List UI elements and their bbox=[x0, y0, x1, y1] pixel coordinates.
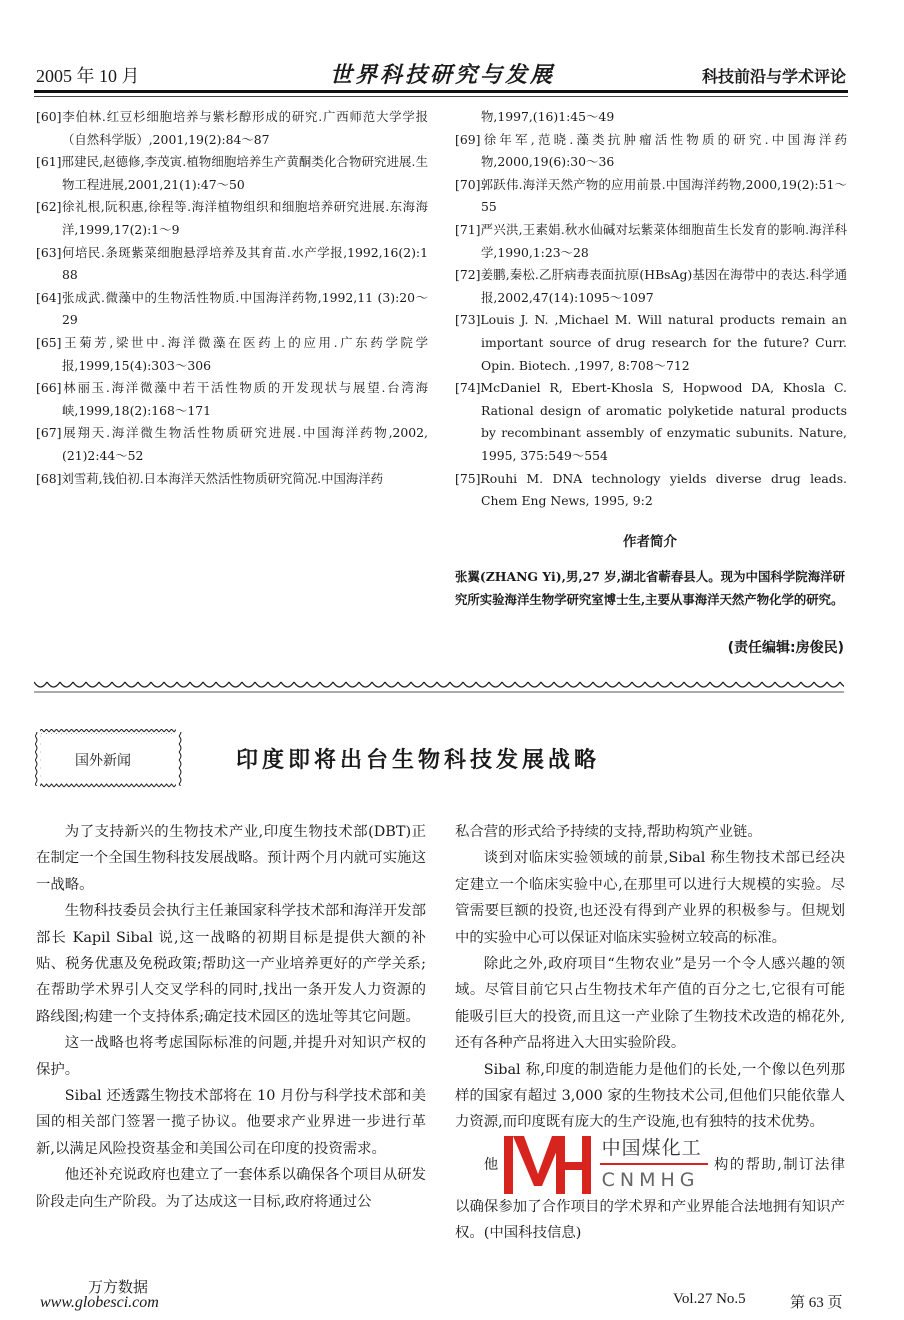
watermark-text-cn: 中国煤化工 bbox=[601, 1136, 702, 1159]
header-rule bbox=[34, 90, 848, 93]
footer-brand: 万方数据 bbox=[88, 1278, 149, 1296]
reference-item: [61]邢建民,赵德修,李茂寅.植物细胞培养生产黄酮类化合物研究进展.生物工程进展,2001,21(1):47～50 bbox=[36, 154, 428, 192]
reference-item: [72]姜鹏,秦松.乙肝病毒表面抗原(HBsAg)基因在海带中的表达.科学通报,2002,47(14):1095～1097 bbox=[455, 267, 847, 305]
responsible-editor: (责任编辑:房俊民) bbox=[727, 640, 844, 656]
article-paragraph: Sibal 称,印度的制造能力是他们的长处,一个像以色列那样的国家有超过 3,000 家的生物技术公司,但他们只能依靠人力资源,而印度既有庞大的生产设施,也有独特的技术优势。 bbox=[455, 1061, 845, 1131]
footer-volume: Vol.27 No.5 bbox=[673, 1291, 746, 1307]
author-intro-heading: 作者简介 bbox=[623, 534, 677, 550]
references-left bbox=[36, 106, 428, 490]
reference-continuation: 物,1997,(16)1:45～49 bbox=[481, 109, 615, 124]
reference-item: [65]王菊芳,梁世中.海洋微藻在医药上的应用.广东药学院学报,1999,15(4):303～306 bbox=[36, 334, 428, 373]
article-paragraph: 谈到对临床实验领域的前景,Sibal 称生物技术部已经决定建立一个临床实验中心,在那里可以进行大规模的实验。尽管需要巨额的投资,也还没有得到产业界的积极参与。但规划中的实验中心可以保证对临床实验树立较高的标准。 bbox=[455, 850, 845, 946]
article-left-column bbox=[36, 819, 426, 1215]
article-paragraph: 除此之外,政府项目“生物农业”是另一个令人感兴趣的领域。尽管目前它只占生物技术年产值的百分之七,它很有可能能吸引巨大的投资,而且这一产业除了生物技术改造的棉花外,还有各种产品将进入大田实验阶段。 bbox=[455, 956, 845, 1052]
article-title: 印度即将出台生物科技发展战略 bbox=[236, 748, 601, 773]
references-right bbox=[455, 106, 847, 513]
reference-item: [70]郭跃伟.海洋天然产物的应用前景.中国海洋药物,2000,19(2):51～55 bbox=[455, 176, 847, 215]
reference-item: [66]林丽玉.海洋微藻中若干活性物质的开发现状与展望.台湾海峡,1999,18(2):168～171 bbox=[36, 380, 428, 418]
watermark-underline bbox=[600, 1163, 708, 1165]
article-paragraph-continuation: 私合营的形式给予持续的支持,帮助构筑产业链。 bbox=[455, 824, 762, 840]
reference-item: [63]何培民.条斑紫菜细胞悬浮培养及其育苗.水产学报,1992,16(2):1 88 bbox=[36, 244, 428, 283]
reference-item: [74]McDaniel R, Ebert-Khosla S, Hopwood DA, Khosla C. Rational design of aromatic polyketide natural products by recombinant assembly of enzymatic subunits. Nature, 1995, 375:549～554 bbox=[455, 380, 847, 463]
reference-item: [68]刘雪莉,钱伯初.日本海洋天然活性物质研究简况.中国海洋药 bbox=[36, 470, 384, 486]
article-paragraph: 他还补充说政府也建立了一套体系以确保各个项目从研发阶段走向生产阶段。为了达成这一目标,政府将通过公 bbox=[36, 1167, 426, 1210]
watermark bbox=[504, 1136, 709, 1194]
article-paragraph: 生物科技委员会执行主任兼国家科学技术部和海洋开发部部长 Kapil Sibal 说,这一战略的初期目标是提供大额的补贴、税务优惠及免税政策;帮助这一产业培养更好的产学关系;在帮助学术界引人交叉学科的同时,找出一条开发人力资源的路线图;构建一个支持体系;确定技术园区的选址等其它问题。 bbox=[36, 903, 426, 1025]
article-paragraph: 这一战略也将考虑国际标准的问题,并提升对知识产权的保护。 bbox=[36, 1035, 426, 1078]
reference-item: [62]徐礼根,阮积惠,徐程等.海洋植物组织和细胞培养研究进展.东海海洋,1999,17(2):1～9 bbox=[36, 199, 428, 237]
watermark-logo-icon bbox=[504, 1136, 598, 1194]
article-paragraph: 为了支持新兴的生物技术产业,印度生物技术部(DBT)正在制定一个全国生物科技发展战略。预计两个月内就可实施这一战略。 bbox=[36, 824, 426, 893]
reference-item: [75]Rouhi M. DNA technology yields diverse drug leads. Chem Eng News, 1995, 9:2 bbox=[455, 470, 847, 509]
footer-page-number: 第 63 页 bbox=[790, 1295, 843, 1311]
reference-item: [64]张成武.微藻中的生物活性物质.中国海洋药物,1992,11 (3):20～29 bbox=[36, 289, 428, 328]
column-label: 国外新闻 bbox=[75, 753, 131, 769]
reference-item: [60]李伯林.红豆杉细胞培养与紫杉醇形成的研究.广西师范大学学报（自然科学版）,2001,19(2):84～87 bbox=[36, 109, 428, 147]
wavy-divider bbox=[34, 680, 850, 694]
last-paragraph-start: 他 bbox=[483, 1156, 500, 1173]
article-paragraph-last bbox=[455, 1136, 845, 1247]
last-paragraph-rest: 构的帮助,制订法律以确保参加了合作项目的学术界和产业界能合法地拥有知识产权。(中国科技信息) bbox=[455, 1156, 845, 1242]
article-right-column bbox=[455, 819, 845, 1247]
reference-item: [71]严兴洪,王素娟.秋水仙碱对坛紫菜体细胞苗生长发育的影响.海洋科学,1990,1:23～28 bbox=[455, 221, 847, 260]
reference-item: [69]徐年军,范晓.藻类抗肿瘤活性物质的研究.中国海洋药物,2000,19(6):30～36 bbox=[455, 131, 847, 170]
reference-item: [67]展翔天.海洋微生物活性物质研究进展.中国海洋药物,2002,(21)2:44～52 bbox=[36, 425, 428, 463]
header-rule-thin bbox=[34, 96, 848, 97]
article-paragraph: Sibal 还透露生物技术部将在 10 月份与科学技术部和美国的相关部门签署一揽子协议。他要求产业界进一步进行革新,以满足风险投资基金和美国公司在印度的投资需求。 bbox=[36, 1088, 426, 1157]
author-intro-body: 张翼(ZHANG Yi),男,27 岁,湖北省蕲春县人。现为中国科学院海洋研究所实验海洋生物学研究室博士生,主要从事海洋天然产物化学的研究。 bbox=[455, 569, 845, 607]
journal-title: 世界科技研究与发展 bbox=[330, 62, 556, 88]
watermark-text-en: CNMHG bbox=[601, 1168, 700, 1191]
header-date: 2005 年 10 月 bbox=[36, 66, 140, 86]
section-title: 科技前沿与学术评论 bbox=[701, 67, 846, 86]
footer-url[interactable]: www.globesci.com bbox=[40, 1294, 159, 1311]
reference-item: [73]Louis J. N. ,Michael M. Will natural products remain an important source of drug research for the future? Curr. Opin. Biotech. ,1997, 8:708～712 bbox=[455, 312, 847, 373]
